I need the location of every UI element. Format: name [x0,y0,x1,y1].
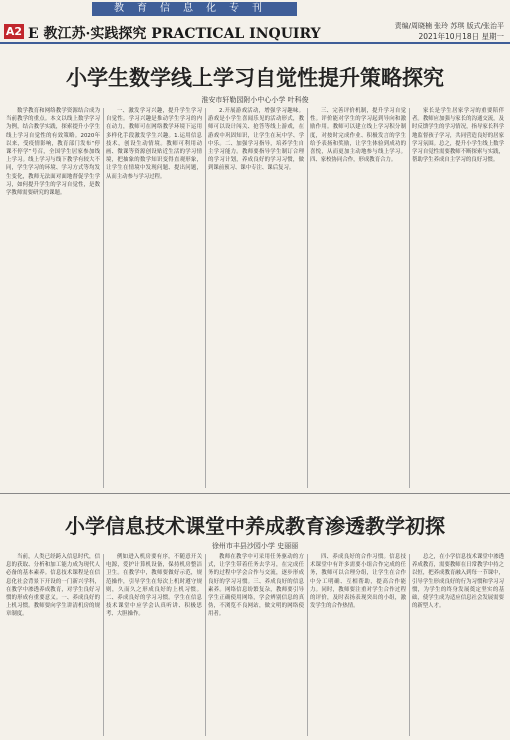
editor-credits: 责编/周晓楠 张玲 苏琪 版式/张治平 [394,22,504,30]
article-1-column-3: 2.开展游戏活动，增强学习趣味。游戏是小学生喜闻乐见的活动形式，教师可以设计闯关、抢答等线上游戏，在游戏中巩固知识，让学生在玩中学、学中乐。二、加强学习指导，培养学生自主学习能力。教师要指导学生制订合理的学习计划，养成良好的学习习惯，做到课前预习、课中专注、课后复习。 [208,108,304,172]
column-rule [409,108,410,488]
article-2-column-1: 当前，人类已经跨入信息时代，信息的获取、分析和加工能力成为现代人必备的基本素养。信息技术课程是在信息化社会背景下开设的一门新兴学科，在教学中渗透养成教育，对学生良好习惯的形成有重要意义。一、养成良好的上机习惯。教师要向学生讲清机房的规章制度。 [6,554,100,618]
column-rule [307,554,308,736]
article-2-byline: 徐州市丰县沙园小学 史丽丽 [211,542,299,550]
column-rule [103,554,104,736]
article-1-column-1: 数学教育和网络教学资源结合成为当前教学的重点。本文以线上数学学习为例，结合教学实践，探索提升小学生线上学习自觉性的有效策略。2020年以来，受疫情影响，教育部门发布“停课不停学”号召，全国学生居家参加线上学习。线上学习与线下教学有较大不同，学生学习的环境、学习方式等均发生变化，教师无法面对面地督促学生学习，如何提升学生的学习自觉性，是数学教师需要研究的课题。 [6,108,100,197]
page-number-badge: A2 [5,25,23,38]
masthead-strip [0,0,510,20]
column-rule [103,108,104,488]
column-rule [307,108,308,488]
article-1-title: 小学生数学线上学习自觉性提升策略探究 [66,66,444,90]
article-1-column-2: 一、激发学习兴趣，提升学生学习自觉性。学习兴趣是推动学生学习的内在动力，教师可在网络教学环境下运用多样化手段激发学生兴趣。1.运用信息技术，创设生动情境。教师可利用动画、微课等资源创设贴近生活的学习情境，把抽象的数学知识变得直观形象，让学生在情境中发现问题、提出问题，从而主动参与学习过程。 [106,108,202,180]
article-2-title: 小学信息技术课堂中养成教育渗透教学初探 [65,514,445,538]
article-2-column-3: 教师在教学中可采用任务驱动的方式，让学生带着任务去学习，在完成任务的过程中学会合作与交流，逐步形成良好的学习习惯。三、养成良好的信息素养。网络信息纷繁复杂，教师要引导学生正确使用网络，学会辨别信息的真伪，不浏览不良网站，做文明的网络使用者。 [208,554,304,618]
article-1-column-4: 三、完善评价机制，提升学习自觉性。评价能对学生的学习起到导向和激励作用。教师可以建立线上学习积分制度，对按时完成作业、积极发言的学生给予表扬和奖励，让学生体验到成功的喜悦，从而更加主动地参与线上学习。四、家校协同合作，形成教育合力。 [310,108,406,164]
section-name: E 教江苏·实践探究 PRACTICAL INQUIRY [28,26,321,42]
article-2-column-4: 四、养成良好的合作习惯。信息技术课堂中有许多需要小组合作完成的任务，教师可以合理分组，让学生在合作中分工明确、互相帮助，提高合作能力。同时，教师要注重对学生合作过程的评价，及时表扬表现突出的小组，激发学生的合作热情。 [310,554,406,610]
page-header [0,22,510,44]
article-2-column-2: 例如进入机房要有序，不随意开关电源，爱护计算机设备，保持机房整洁卫生。在教学中，教师要做好示范，规范操作，引导学生在每次上机时遵守规则，久而久之形成良好的上机习惯。二、养成良好的学习习惯。学生在信息技术课堂中应学会认真听讲、积极思考、大胆操作。 [106,554,202,618]
article-1-column-5: 家长是学生居家学习的重要陪伴者。教师应加强与家长的沟通交流，及时反馈学生的学习情况，指导家长科学地监督孩子学习，共同营造良好的居家学习氛围。总之，提升小学生线上数学学习自觉性需要教师不断探索与实践，帮助学生养成自主学习的良好习惯。 [412,108,504,164]
column-rule [205,554,206,736]
issue-date: 2021年10月18日 星期一 [418,32,504,41]
article-1-byline: 淮安市轩勒园附小中心小学 叶科俊 [201,96,309,104]
column-rule [409,554,410,736]
article-2-column-5: 总之，在小学信息技术课堂中渗透养成教育，需要教师在日常教学中持之以恒，把养成教育融入到每一节课中，引导学生形成良好的行为习惯和学习习惯，为学生的终身发展奠定坚实的基础，使学生成为适应信息社会发展需要的新型人才。 [412,554,504,610]
column-rule [205,108,206,488]
article-divider [0,493,510,494]
masthead-band: 教育信息化专刊 [92,2,297,16]
